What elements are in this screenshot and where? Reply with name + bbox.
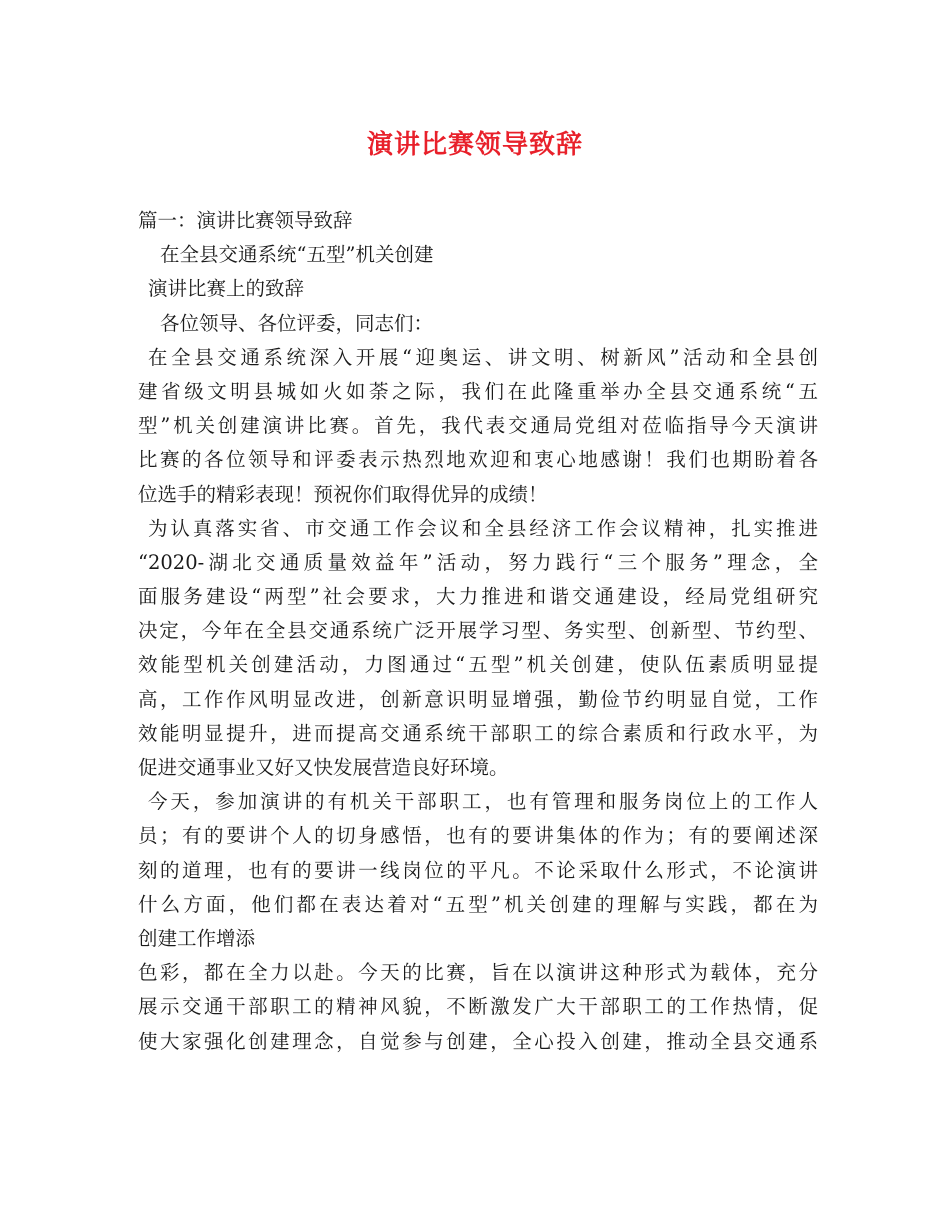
document-title: 演讲比赛领导致辞 (366, 130, 583, 160)
section-heading: 篇一：演讲比赛领导致辞 (138, 209, 353, 232)
paragraph-line: 色彩，都在全力以赴。今天的比赛，旨在以演讲这种形式为载体，充分 (138, 961, 818, 985)
paragraph-line: 今天，参加演讲的有机关干部职工，也有管理和服务岗位上的工作人 (148, 790, 818, 814)
paragraph-line: 决定，今年在全县交通系统广泛开展学习型、务实型、创新型、节约型、 (138, 619, 818, 643)
paragraph-line: 展示交通干部职工的精神风貌，不断激发广大干部职工的工作热情，促 (138, 995, 818, 1019)
paragraph-line: 比赛的各位领导和评委表示热烈地欢迎和衷心地感谢！我们也期盼着各 (138, 448, 818, 472)
paragraph-line: 员；有的要讲个人的切身感悟，也有的要讲集体的作为；有的要阐述深 (138, 824, 818, 848)
paragraph-line: 刻的道理，也有的要讲一线岗位的平凡。不论采取什么形式，不论演讲 (138, 858, 818, 882)
paragraph-line: 什么方面，他们都在表达着对“五型”机关创建的理解与实践，都在为 (138, 892, 818, 916)
paragraph-line: 建省级文明县城如火如荼之际，我们在此隆重举办全县交通系统“五 (138, 379, 818, 403)
paragraph-line: 型”机关创建演讲比赛。首先，我代表交通局党组对莅临指导今天演讲 (138, 414, 818, 438)
salutation: 各位领导、各位评委，同志们： (160, 311, 434, 335)
paragraph-line: 为认真落实省、市交通工作会议和全县经济工作会议精神，扎实推进 (148, 516, 818, 540)
speech-title-line-2: 演讲比赛上的致辞 (148, 277, 305, 301)
paragraph-line: 高，工作作风明显改进，创新意识明显增强，勤俭节约明显自觉，工作 (138, 687, 818, 711)
document-body (138, 204, 818, 1059)
paragraph-line: 使大家强化创建理念，自觉参与创建，全心投入创建，推动全县交通系 (138, 1029, 818, 1053)
speech-title-line-1: 在全县交通系统“五型”机关创建 (160, 243, 434, 267)
paragraph-line: 在全县交通系统深入开展“迎奥运、讲文明、树新风”活动和全县创 (148, 345, 818, 369)
paragraph-line: 效能型机关创建活动，力图通过“五型”机关创建，使队伍素质明显提 (138, 653, 818, 677)
paragraph-line: 位选手的精彩表现！预祝你们取得优异的成绩！ (138, 482, 548, 506)
paragraph-line: 效能明显提升，进而提高交通系统干部职工的综合素质和行政水平，为 (138, 721, 818, 745)
paragraph-line: “2020-湖北交通质量效益年”活动，努力践行“三个服务”理念，全 (138, 550, 818, 574)
paragraph-line: 面服务建设“两型”社会要求，大力推进和谐交通建设，经局党组研究 (138, 585, 818, 609)
paragraph-line: 创建工作增添 (138, 926, 256, 950)
paragraph-line: 促进交通事业又好又快发展营造良好环境。 (138, 756, 509, 779)
